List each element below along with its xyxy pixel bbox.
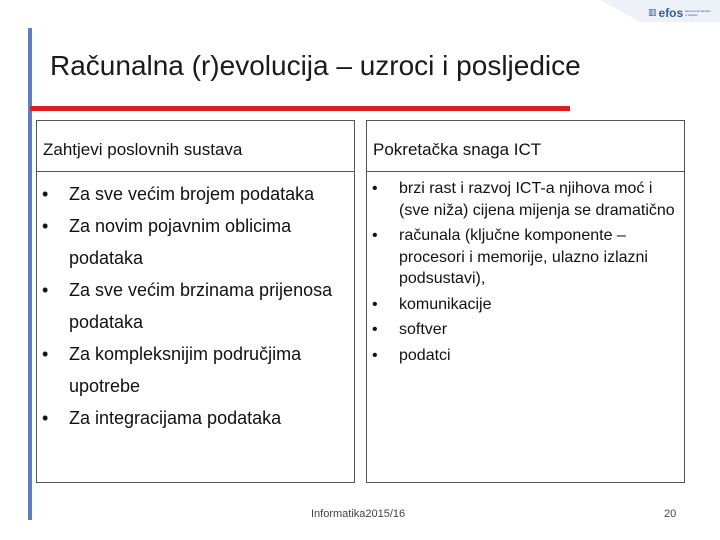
bullet-icon: • (372, 227, 378, 244)
right-list (367, 172, 684, 366)
left-column-heading: Zahtjevi poslovnih sustava (37, 121, 354, 172)
bullet-icon: • (372, 295, 378, 313)
list-item: • brzi rast i razvoj ICT-a njihova moć i (sve niža) cijena mijenja se dramatično (372, 180, 675, 219)
list-item: • softver (367, 319, 678, 341)
list-item: • komunikacije (367, 294, 678, 316)
right-column-heading: Pokretačka snaga ICT (367, 121, 684, 172)
list-item: • računala (ključne komponente – procesori i memorije, ulazno izlazni podsustavi), (372, 227, 648, 287)
title-underline (30, 106, 570, 111)
list-item: • Za integracijama podataka (37, 402, 348, 434)
logo-tagline: Ekonomski fakultet u Osijeku (685, 9, 711, 17)
bullet-icon: • (42, 216, 49, 236)
left-list (37, 172, 354, 434)
list-item: • Za sve većim brzinama prijenosa podataka (37, 274, 348, 338)
list-item: • podatci (367, 345, 678, 367)
right-column (366, 120, 685, 483)
logo-word: efos (658, 6, 684, 20)
bullet-icon: • (372, 321, 378, 338)
left-accent-bar (28, 28, 32, 520)
bullet-icon: • (42, 184, 49, 204)
bullet-icon: • (372, 346, 378, 364)
page-number: 20 (664, 508, 677, 520)
bullet-icon: • (372, 180, 378, 197)
list-item: • Za novim pojavnim oblicima podataka (37, 210, 348, 274)
list-item: • Za sve većim brojem podataka (37, 178, 348, 210)
building-icon: ▥ (648, 8, 657, 18)
bullet-icon: • (42, 408, 49, 428)
list-item: • Za kompleksnijim područjima upotrebe (37, 338, 348, 402)
efos-logo (648, 2, 711, 24)
left-column (36, 120, 355, 483)
bullet-icon: • (42, 280, 49, 300)
bullet-icon: • (42, 344, 49, 364)
footer-text: Informatika2015/16 (311, 508, 406, 520)
slide-title: Računalna (r)evolucija – uzroci i posljedice (50, 50, 581, 81)
